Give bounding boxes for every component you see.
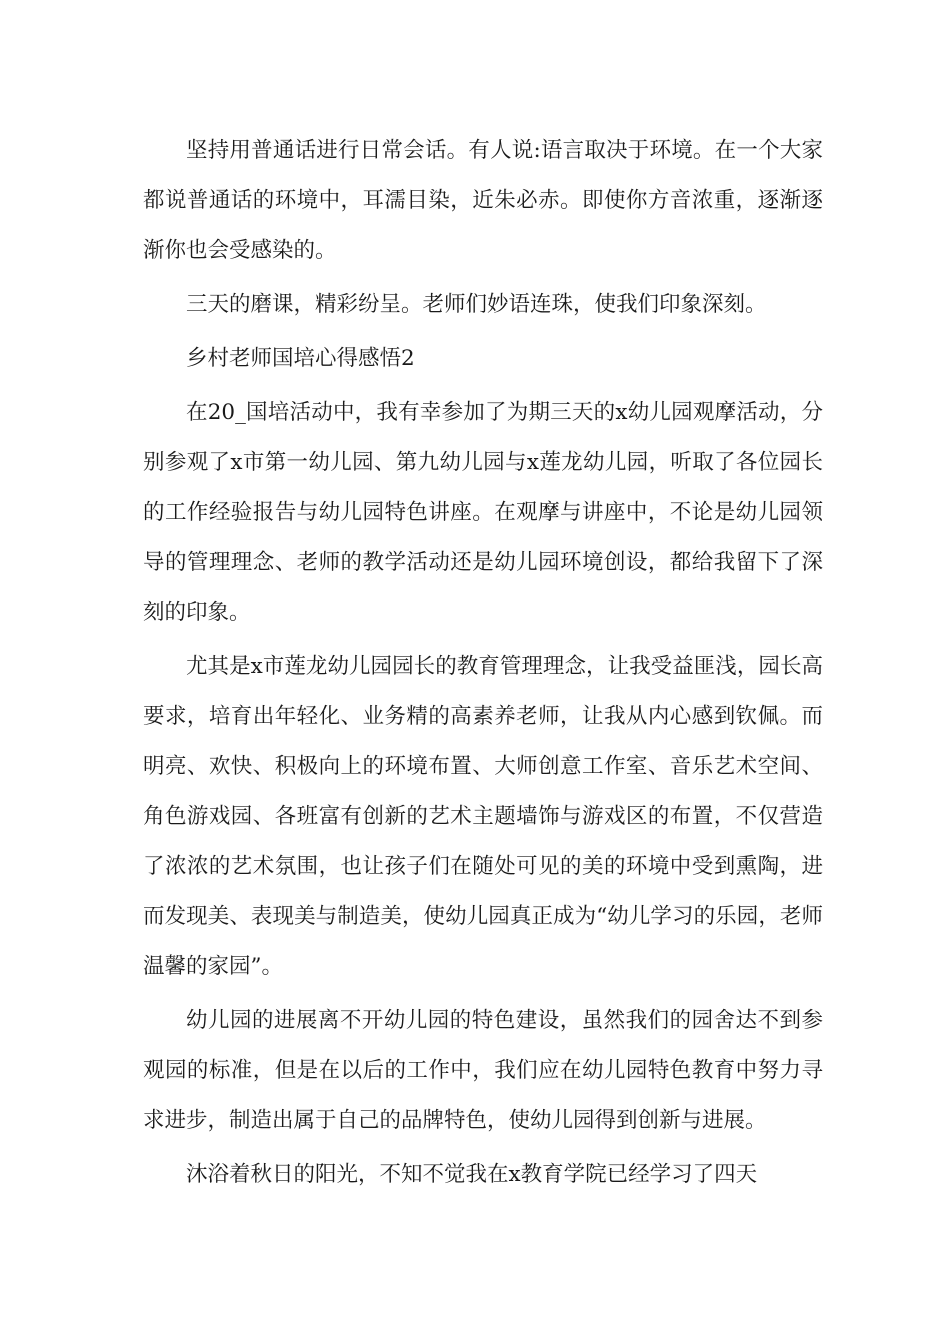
paragraph-putonghua: 坚持用普通话进行日常会话。有人说:语言取决于环境。在一个大家都说普通话的环境中，耳濡目染，近朱必赤。即使你方音浓重，逐渐逐渐你也会受感染的。 — [143, 138, 823, 263]
paragraph-lianlong: 尤其是x市莲龙幼儿园园长的教育管理理念，让我受益匪浅，园长高要求，培育出年轻化、业务精的高素养老师，让我从内心感到钦佩。而明亮、欢快、积极向上的环境布置、大师创意工作室、音乐艺术空间、角色游戏园、各班富有创新的艺术主题墙饰与游戏区的布置，不仅营造了浓浓的艺术氛围，也让孩子们在随处可见的美的环境中受到熏陶，进而发现美、表现美与制造美，使幼儿园真正成为“幼儿学习的乐园，老师温馨的家园”。 — [143, 654, 823, 979]
section-heading: 乡村老师国培心得感悟2 — [186, 346, 415, 371]
paragraph-autumn: 沐浴着秋日的阳光，不知不觉我在x教育学院已经学习了四天 — [186, 1162, 758, 1187]
paragraph-development: 幼儿园的进展离不开幼儿园的特色建设，虽然我们的园舍达不到参观园的标准，但是在以后的工作中，我们应在幼儿园特色教育中努力寻求进步，制造出属于自己的品牌特色，使幼儿园得到创新与进展。 — [143, 1008, 823, 1133]
document-body — [143, 126, 823, 1200]
paragraph-observation: 在20_国培活动中，我有幸参加了为期三天的x幼儿园观摩活动，分别参观了x市第一幼儿园、第九幼儿园与x莲龙幼儿园，听取了各位园长的工作经验报告与幼儿园特色讲座。在观摩与讲座中，不论是幼儿园领导的管理理念、老师的教学活动还是幼儿园环境创设，都给我留下了深刻的印象。 — [143, 400, 823, 625]
paragraph-three-days: 三天的磨课，精彩纷呈。老师们妙语连珠，使我们印象深刻。 — [186, 292, 767, 317]
